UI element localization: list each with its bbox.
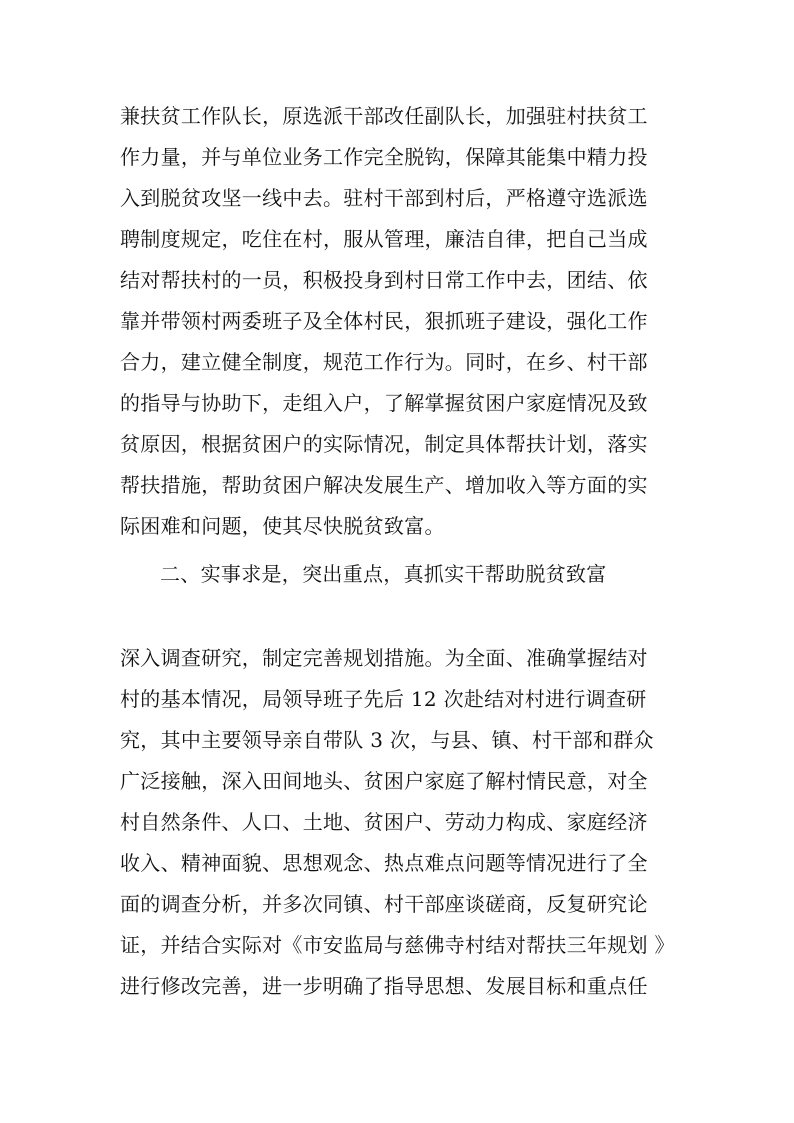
- paragraph-2-line: 进行修改完善，进一步明确了指导思想、发展目标和重点任: [120, 974, 648, 998]
- paragraph-1-line: 合力，建立健全制度，规范工作行为。同时，在乡、村干部: [120, 350, 648, 374]
- paragraph-1-line: 靠并带领村两委班子及全体村民，狠抓班子建设，强化工作: [120, 309, 648, 333]
- paragraph-2-line: 深入调查研究，制定完善规划措施。为全面、准确掌握结对: [120, 646, 648, 670]
- paragraph-2-line: 广泛接触，深入田间地头、贫困户家庭了解村情民意，对全: [120, 769, 648, 793]
- paragraph-2-line: 究，其中主要领导亲自带队 3 次，与县、镇、村干部和群众: [120, 728, 654, 752]
- paragraph-1-line: 聘制度规定，吃住在村，服从管理，廉洁自律，把自己当成: [120, 227, 648, 251]
- paragraph-1-line: 作力量，并与单位业务工作完全脱钩，保障其能集中精力投: [120, 145, 648, 169]
- paragraph-2-line: 证，并结合实际对《市安监局与慈佛寺村结对帮扶三年规划 》: [120, 933, 675, 957]
- paragraph-1-line: 入到脱贫攻坚一线中去。驻村干部到村后，严格遵守选派选: [120, 186, 648, 210]
- paragraph-2-line: 收入、精神面貌、思想观念、热点难点问题等情况进行了全: [120, 851, 648, 875]
- paragraph-1-line: 贫原因，根据贫困户的实际情况，制定具体帮扶计划，落实: [120, 432, 648, 456]
- paragraph-1-line: 帮扶措施，帮助贫困户解决发展生产、增加收入等方面的实: [120, 473, 648, 497]
- paragraph-1-line: 兼扶贫工作队长，原选派干部改任副队长，加强驻村扶贫工: [120, 104, 648, 128]
- paragraph-2-line: 面的调查分析，并多次同镇、村干部座谈磋商，反复研究论: [120, 892, 648, 916]
- paragraph-2-line: 村自然条件、人口、土地、贫困户、劳动力构成、家庭经济: [120, 810, 648, 834]
- paragraph-2-line: 村的基本情况，局领导班子先后 12 次赴结对村进行调查研: [120, 687, 647, 711]
- paragraph-1-line: 结对帮扶村的一员，积极投身到村日常工作中去，团结、依: [120, 268, 648, 292]
- section-heading: 二、实事求是，突出重点，真抓实干帮助脱贫致富: [160, 562, 607, 586]
- paragraph-1-line: 的指导与协助下，走组入户，了解掌握贫困户家庭情况及致: [120, 391, 648, 415]
- paragraph-1-line: 际困难和问题，使其尽快脱贫致富。: [120, 514, 445, 538]
